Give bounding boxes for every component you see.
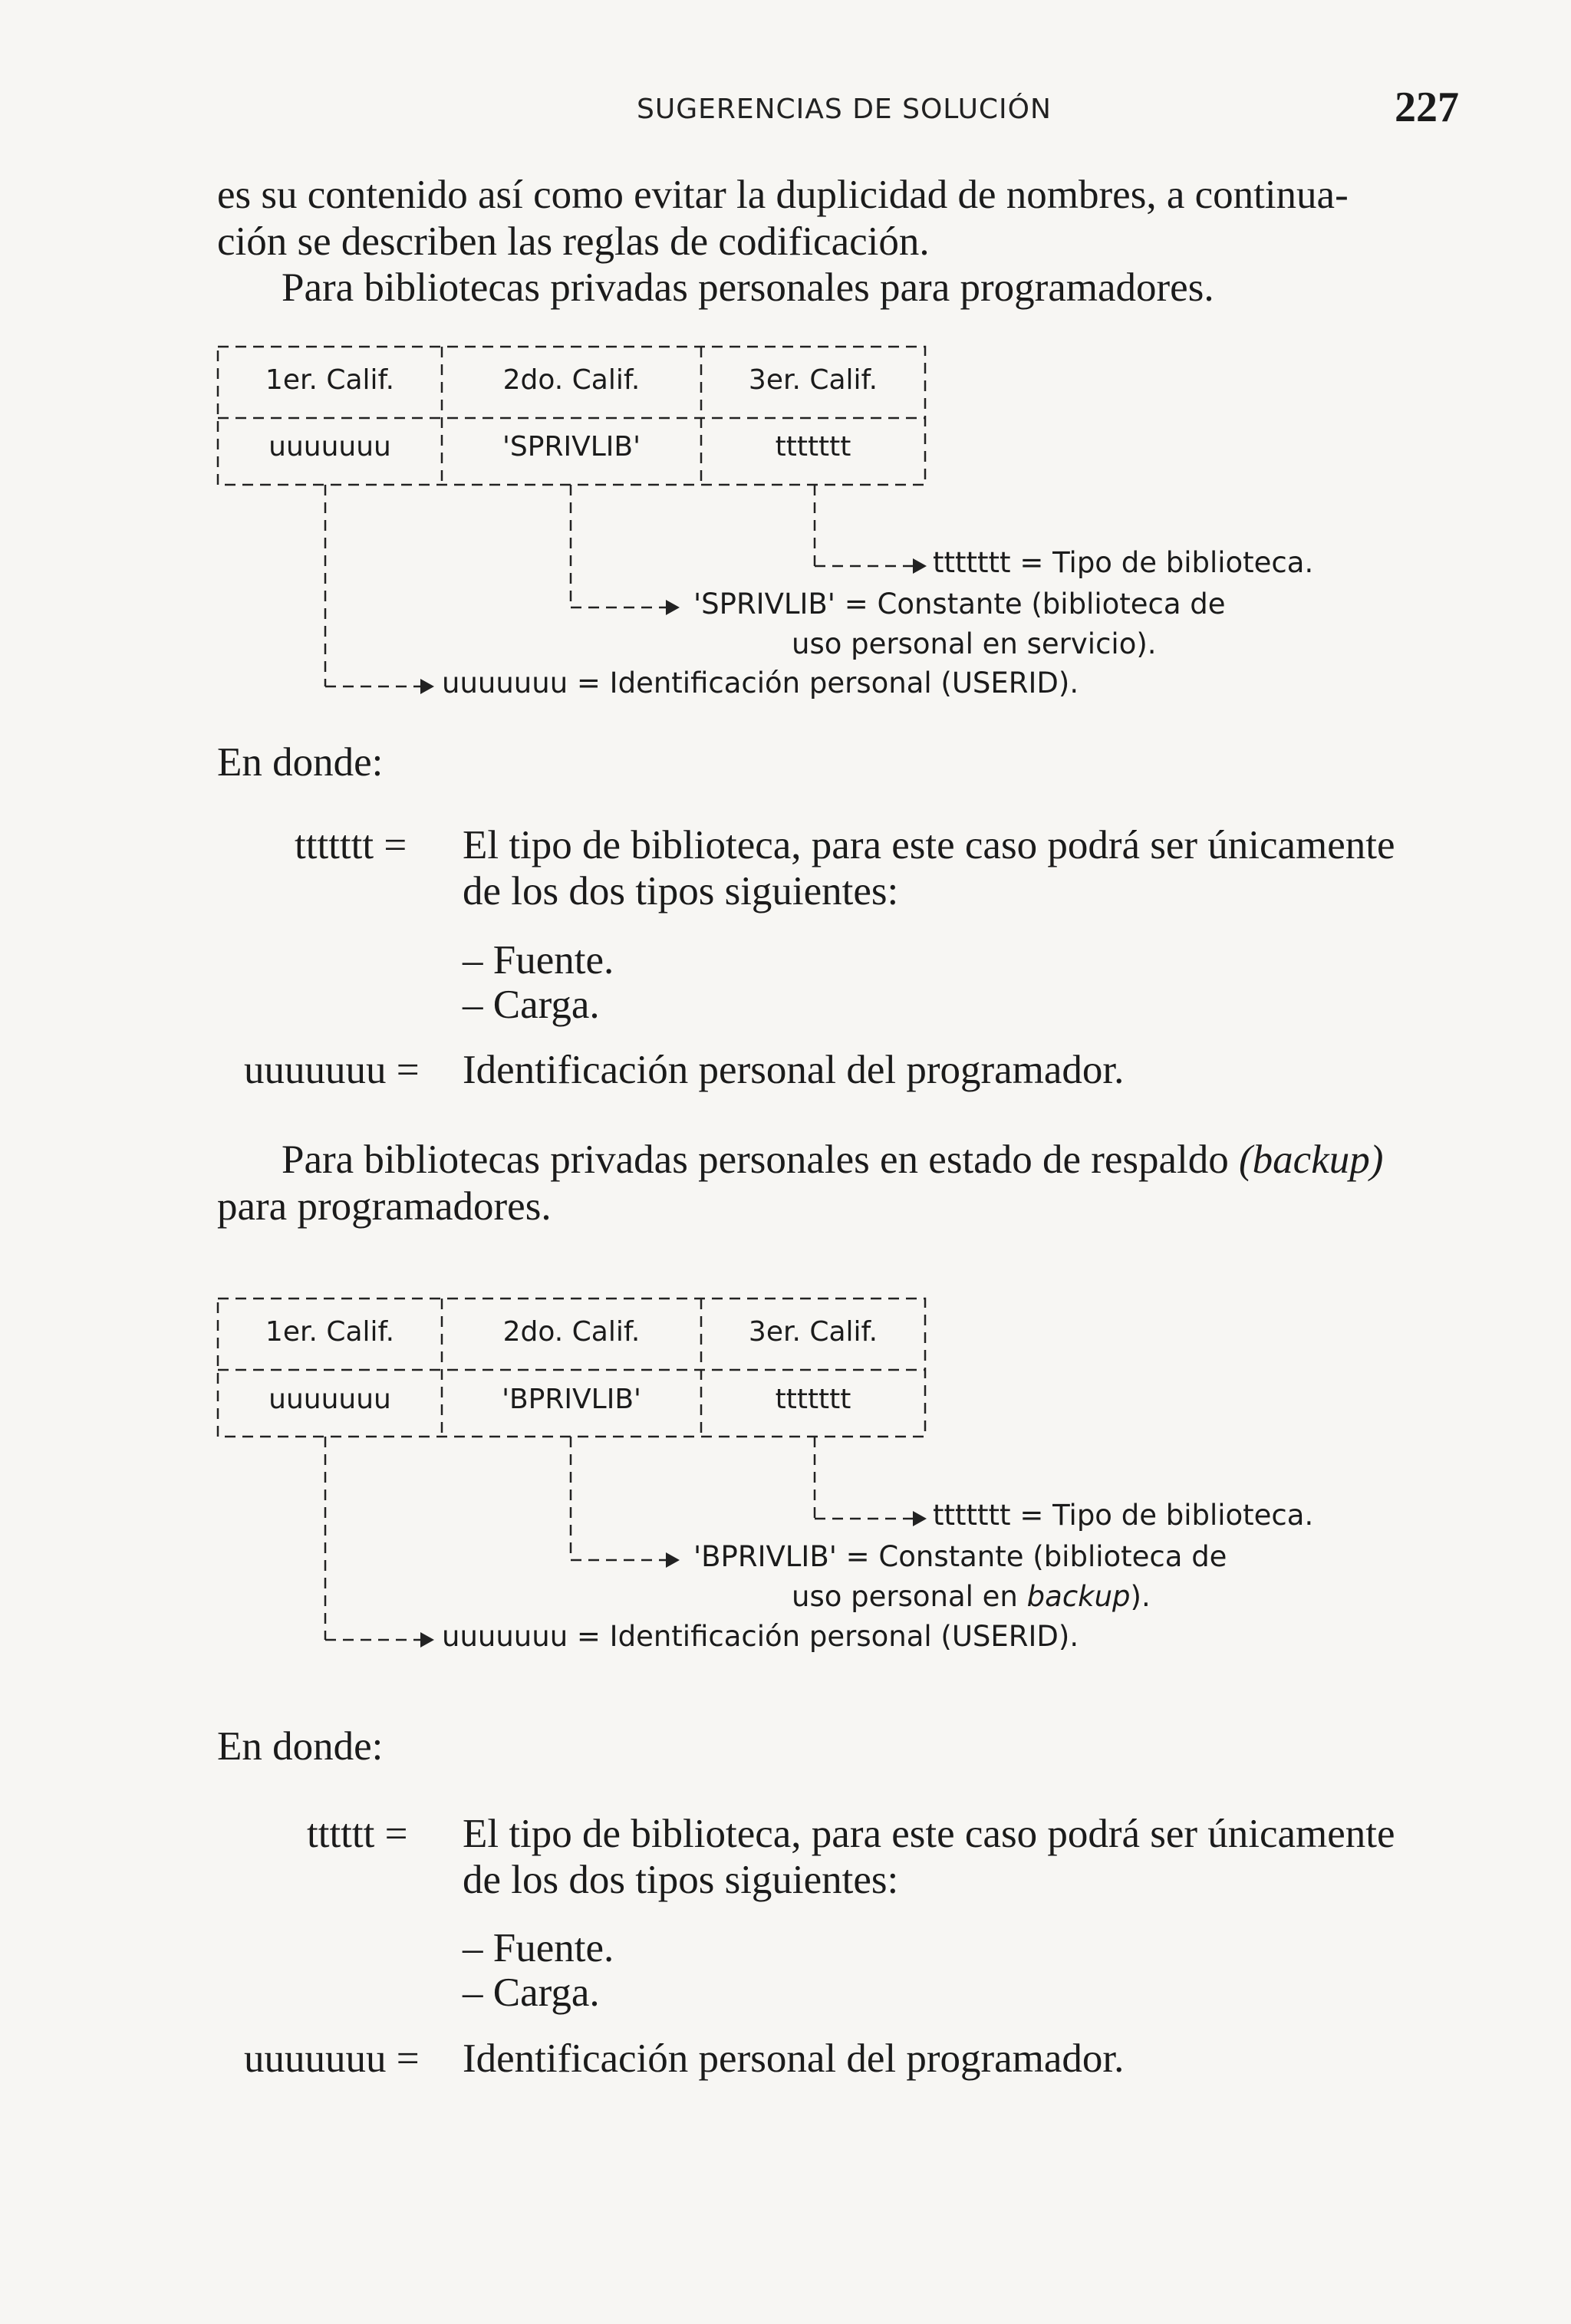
where-2-u-def: Identificación personal del programador. xyxy=(463,2036,1125,2081)
diagram-2-value-2: 'BPRIVLIB' xyxy=(502,1384,641,1415)
diagram-2-value-1: uuuuuuu xyxy=(268,1384,391,1415)
diagram-2-expl-second-2: uso personal en backup). xyxy=(792,1580,1151,1613)
where-2-label: En donde: xyxy=(217,1724,384,1769)
where-1-label: En donde: xyxy=(217,740,384,785)
where-1-t-term: ttttttt = xyxy=(295,823,407,867)
where-1-option-2: – Carga. xyxy=(463,983,600,1027)
diagram-2-expl-third: ttttttt = Tipo de biblioteca. xyxy=(933,1499,1314,1532)
where-1-u-term: uuuuuuu = xyxy=(244,1048,420,1092)
diagram-1-header-2: 2do. Calif. xyxy=(502,364,641,396)
diagram-1-value-2: 'SPRIVLIB' xyxy=(502,431,641,462)
diagram-2-value-3: ttttttt xyxy=(775,1384,851,1415)
diagram-2-expl-first: uuuuuuu = Identificación personal (USERID). xyxy=(442,1620,1079,1653)
where-1-t-def-2: de los dos tipos siguientes: xyxy=(463,869,899,913)
diagram-1-expl-second-1: 'SPRIVLIB' = Constante (biblioteca de xyxy=(693,588,1226,621)
where-2-t-def-2: de los dos tipos siguientes: xyxy=(463,1858,899,1902)
diagram-1-value-1: uuuuuuu xyxy=(268,431,391,462)
running-head: SUGERENCIAS DE SOLUCIÓN xyxy=(637,94,1052,125)
page-number: 227 xyxy=(1395,84,1459,131)
where-2-option-1: – Fuente. xyxy=(463,1926,614,1970)
para-2-line-1: Para bibliotecas privadas personales en estado de respaldo (backup) xyxy=(282,1137,1384,1182)
intro-line-1: es su contenido así como evitar la duplicidad de nombres, a continua- xyxy=(217,173,1349,217)
where-1-u-def: Identificación personal del programador. xyxy=(463,1048,1125,1092)
intro-line-3: Para bibliotecas privadas personales para programadores. xyxy=(282,265,1214,310)
diagram-1-header-3: 3er. Calif. xyxy=(748,364,878,396)
diagram-1-expl-third: ttttttt = Tipo de biblioteca. xyxy=(933,546,1314,579)
where-2-t-term: tttttt = xyxy=(307,1812,408,1856)
diagram-1-expl-first: uuuuuuu = Identificación personal (USERID). xyxy=(442,667,1079,700)
where-1-t-def-1: El tipo de biblioteca, para este caso podrá ser únicamente xyxy=(463,823,1395,867)
where-2-option-2: – Carga. xyxy=(463,1970,600,2015)
para-2-line-2: para programadores. xyxy=(217,1184,552,1229)
diagram-1-expl-second-2: uso personal en servicio). xyxy=(792,627,1157,660)
intro-line-2: ción se describen las reglas de codificación. xyxy=(217,219,930,264)
where-2-u-term: uuuuuuu = xyxy=(244,2036,420,2081)
diagram-1-value-3: ttttttt xyxy=(775,431,851,462)
diagram-1-header-1: 1er. Calif. xyxy=(265,364,395,396)
where-2-t-def-1: El tipo de biblioteca, para este caso podrá ser únicamente xyxy=(463,1812,1395,1856)
diagram-2-header-2: 2do. Calif. xyxy=(502,1316,641,1348)
where-1-option-1: – Fuente. xyxy=(463,938,614,983)
diagram-2-header-1: 1er. Calif. xyxy=(265,1316,395,1348)
diagram-2-header-3: 3er. Calif. xyxy=(748,1316,878,1348)
diagram-2-expl-second-1: 'BPRIVLIB' = Constante (biblioteca de xyxy=(693,1540,1227,1573)
